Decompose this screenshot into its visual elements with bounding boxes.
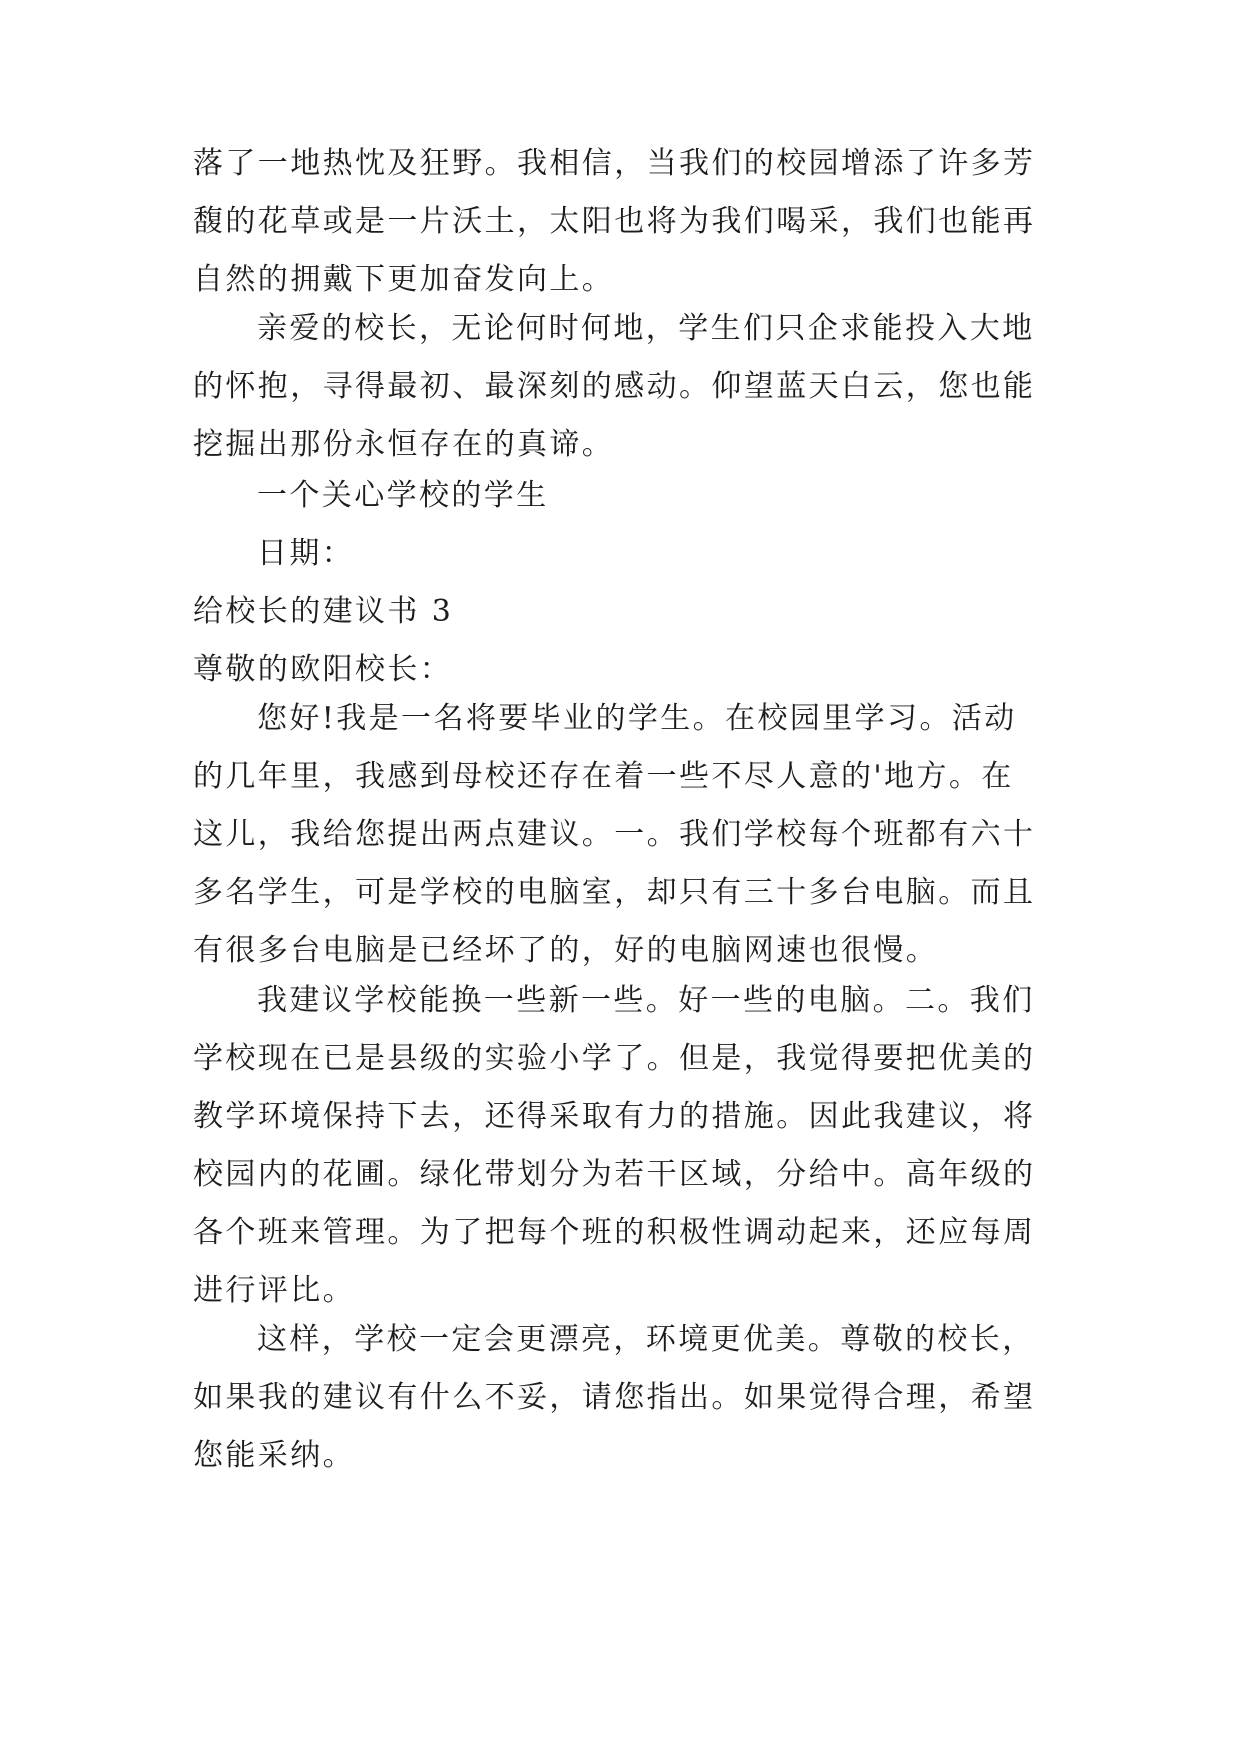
text-line: 如果我的建议有什么不妥，请您指出。如果觉得合理，希望 bbox=[193, 1380, 1036, 1415]
text-line: 您好!我是一名将要毕业的学生。在校园里学习。活动 bbox=[257, 701, 1017, 736]
text-line: 馥的花草或是一片沃土，太阳也将为我们喝采，我们也能再 bbox=[193, 204, 1036, 239]
paragraph-campus-greening bbox=[193, 972, 1061, 1320]
text-line: 这样，学校一定会更漂亮，环境更优美。尊敬的校长， bbox=[257, 1322, 1035, 1357]
text-line: 各个班来管理。为了把每个班的积极性调动起来，还应每周 bbox=[193, 1215, 1036, 1250]
letter-3-heading bbox=[193, 583, 1061, 699]
text-line: 校园内的花圃。绿化带划分为若干区域，分给中。高年级的 bbox=[193, 1157, 1036, 1192]
text-line: 多名学生，可是学校的电脑室，却只有三十多台电脑。而且 bbox=[193, 875, 1036, 910]
paragraph-closing-nature bbox=[193, 135, 1061, 309]
letter-title: 给校长的建议书 3 bbox=[193, 594, 454, 629]
paragraph-computer-room bbox=[193, 690, 1061, 980]
text-line: 的怀抱，寻得最初、最深刻的感动。仰望蓝天白云，您也能 bbox=[193, 369, 1036, 404]
text-line: 落了一地热忱及狂野。我相信，当我们的校园增添了许多芳 bbox=[193, 146, 1036, 181]
text-line: 学校现在已是县级的实验小学了。但是，我觉得要把优美的 bbox=[193, 1041, 1036, 1076]
text-line: 您能采纳。 bbox=[193, 1438, 355, 1473]
text-line: 我建议学校能换一些新一些。好一些的电脑。二。我们 bbox=[257, 983, 1035, 1018]
text-line: 有很多台电脑是已经坏了的，好的电脑网速也很慢。 bbox=[193, 933, 939, 968]
text-line: 这儿，我给您提出两点建议。一。我们学校每个班都有六十 bbox=[193, 817, 1036, 852]
paragraph-conclusion bbox=[193, 1311, 1061, 1485]
salutation: 尊敬的欧阳校长： bbox=[193, 652, 453, 687]
date-label: 日期： bbox=[257, 536, 355, 571]
text-line: 自然的拥戴下更加奋发向上。 bbox=[193, 262, 615, 297]
signature-block bbox=[193, 467, 1061, 583]
text-line: 挖掘出那份永恒存在的真谛。 bbox=[193, 427, 615, 462]
signature: 一个关心学校的学生 bbox=[257, 478, 549, 513]
text-line: 亲爱的校长，无论何时何地，学生们只企求能投入大地 bbox=[257, 311, 1035, 346]
text-line: 的几年里，我感到母校还存在着一些不尽人意的'地方。在 bbox=[193, 759, 1014, 794]
paragraph-dear-principal bbox=[193, 300, 1061, 474]
text-line: 进行评比。 bbox=[193, 1273, 355, 1308]
text-line: 教学环境保持下去，还得采取有力的措施。因此我建议，将 bbox=[193, 1099, 1036, 1134]
